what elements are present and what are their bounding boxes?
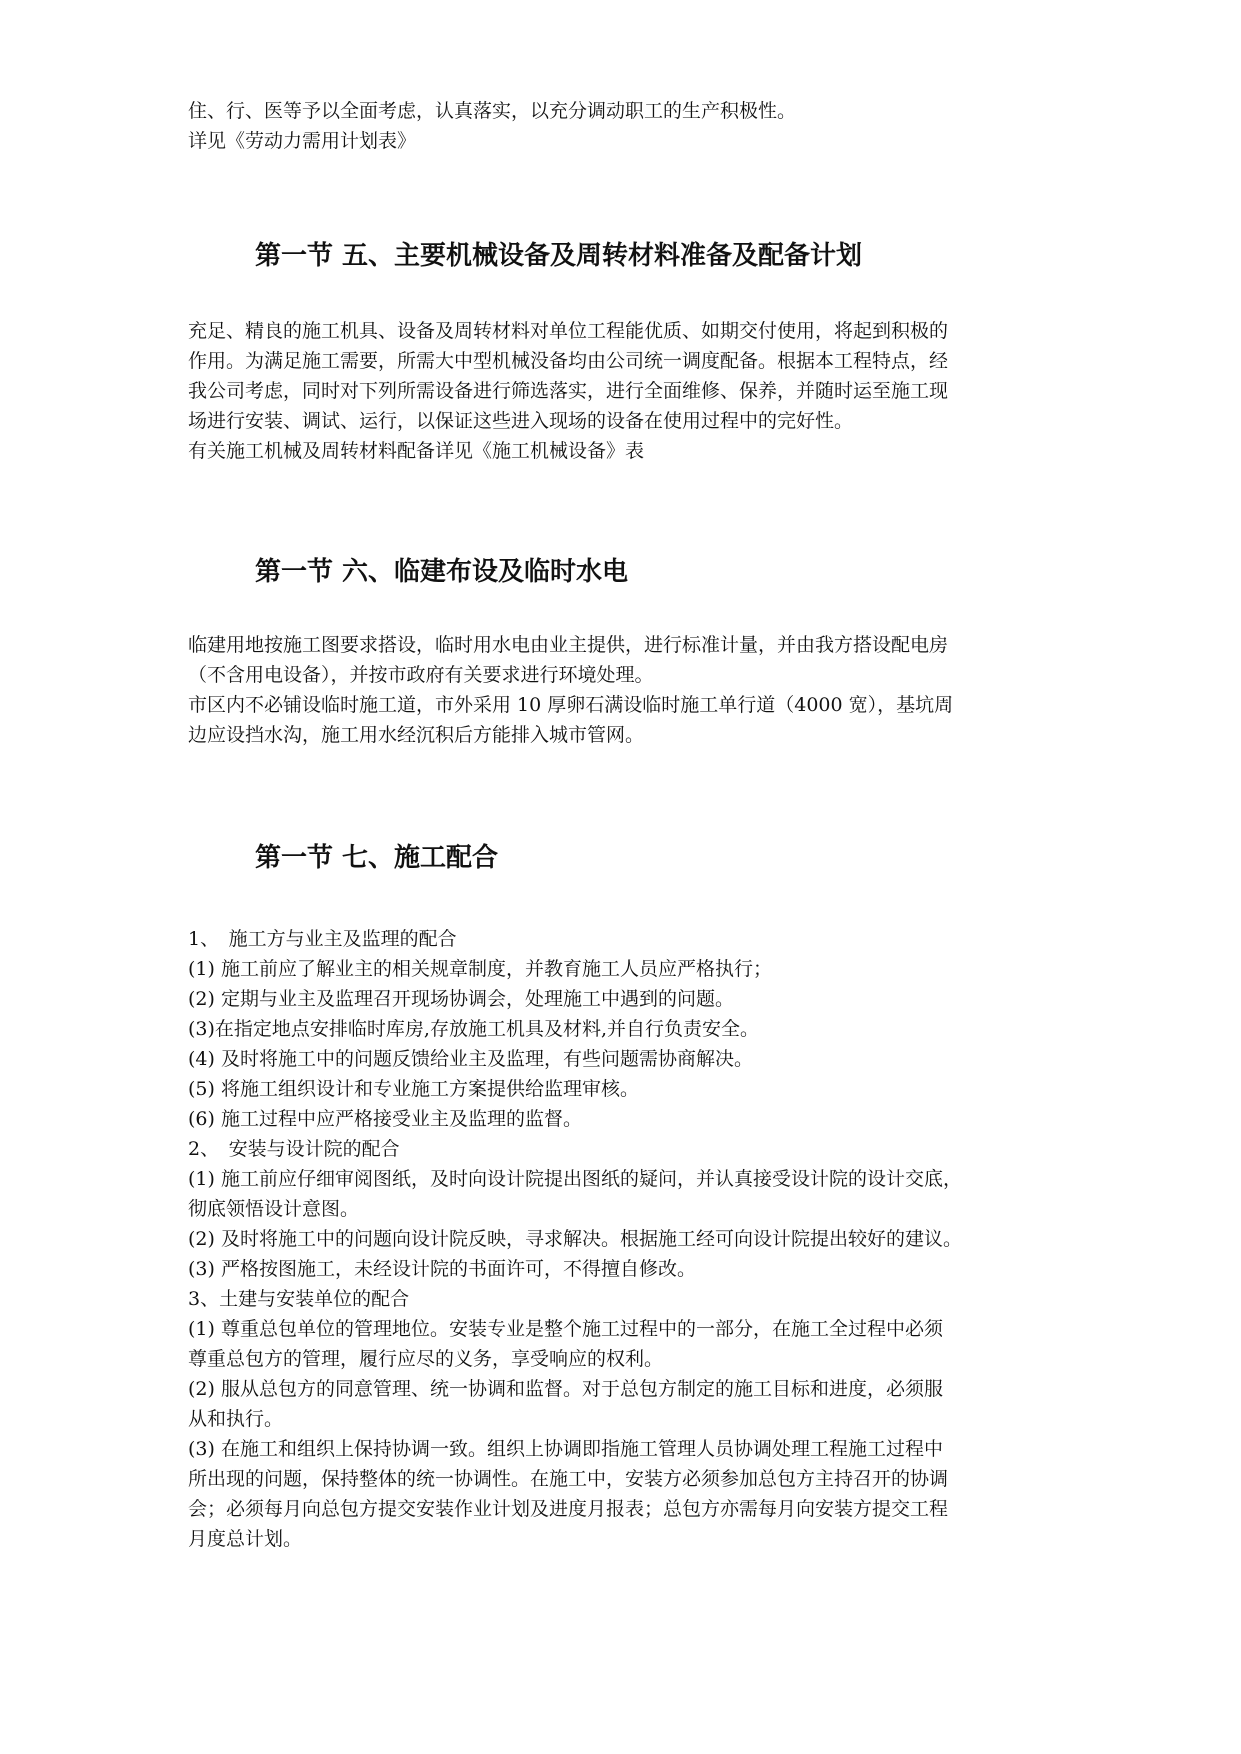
list-item: 3、土建与安装单位的配合 xyxy=(188,1288,410,1310)
list-item: 会；必须每月向总包方提交安装作业计划及进度月报表；总包方亦需每月向安装方提交工程 xyxy=(188,1498,949,1520)
list-item: (2) 服从总包方的同意管理、统一协调和监督。对于总包方制定的施工目标和进度，必须服 xyxy=(188,1378,943,1400)
text-line: 住、行、医等予以全面考虑，认真落实，以充分调动职工的生产积极性。 xyxy=(188,100,797,122)
text-line: 作用。为满足施工需要，所需大中型机械没备均由公司统一调度配备。根据本工程特点，经 xyxy=(188,350,949,372)
text-line: 我公司考虑，同时对下列所需设备进行筛选落实，进行全面维修、保养，并随时运至施工现 xyxy=(188,380,949,402)
list-item: (3)在指定地点安排临时库房,存放施工机具及材料,并自行负责安全。 xyxy=(188,1018,759,1040)
list-item: (2) 及时将施工中的问题向设计院反映，寻求解决。根据施工经可向设计院提出较好的建议。 xyxy=(188,1228,962,1250)
text-line: 有关施工机械及周转材料配备详见《施工机械设备》表 xyxy=(188,440,645,462)
section-5-heading: 第一节 五、主要机械设备及周转材料准备及配备计划 xyxy=(255,241,863,271)
section-7-heading: 第一节 七、施工配合 xyxy=(255,843,499,873)
list-item: (4) 及时将施工中的问题反馈给业主及监理，有些问题需协商解决。 xyxy=(188,1048,753,1070)
text-line: 临建用地按施工图要求搭设，临时用水电由业主提供，进行标准计量，并由我方搭设配电房 xyxy=(188,634,949,656)
section-5-paragraph xyxy=(188,316,1058,466)
list-item: 彻底领悟设计意图。 xyxy=(188,1198,360,1220)
section-6-heading: 第一节 六、临建布设及临时水电 xyxy=(255,557,629,587)
list-item: 2、 安装与设计院的配合 xyxy=(188,1138,400,1160)
list-item: 尊重总包方的管理，履行应尽的义务，享受响应的权利。 xyxy=(188,1348,664,1370)
intro-paragraph xyxy=(188,96,1058,156)
list-item: (5) 将施工组织设计和专业施工方案提供给监理审核。 xyxy=(188,1078,639,1100)
list-item: (1) 施工前应了解业主的相关规章制度，并教育施工人员应严格执行； xyxy=(188,958,772,980)
list-item: 1、 施工方与业主及监理的配合 xyxy=(188,928,457,950)
text-line: （不含用电设备），并按市政府有关要求进行环境处理。 xyxy=(188,664,654,686)
list-item: (3) 在施工和组织上保持协调一致。组织上协调即指施工管理人员协调处理工程施工过程中 xyxy=(188,1438,943,1460)
list-item: (2) 定期与业主及监理召开现场协调会，处理施工中遇到的问题。 xyxy=(188,988,734,1010)
text-line: 市区内不必铺设临时施工道，市外采用 10 厚卵石满设临时施工单行道（4000 宽），基坑周 xyxy=(188,694,954,716)
list-item: (3) 严格按图施工，未经设计院的书面许可，不得擅自修改。 xyxy=(188,1258,696,1280)
text-line: 场进行安装、调试、运行，以保证这些进入现场的设备在使用过程中的完好性。 xyxy=(188,410,854,432)
list-item: 所出现的问题，保持整体的统一协调性。在施工中，安装方必须参加总包方主持召开的协调 xyxy=(188,1468,949,1490)
text-line: 边应设挡水沟，施工用水经沉积后方能排入城市管网。 xyxy=(188,724,645,746)
section-7-list xyxy=(188,924,1068,1554)
list-item: (6) 施工过程中应严格接受业主及监理的监督。 xyxy=(188,1108,582,1130)
text-line: 详见《劳动力需用计划表》 xyxy=(188,130,417,152)
list-item: 从和执行。 xyxy=(188,1408,284,1430)
text-line: 充足、精良的施工机具、设备及周转材料对单位工程能优质、如期交付使用，将起到积极的 xyxy=(188,320,949,342)
list-item: (1) 尊重总包单位的管理地位。安装专业是整个施工过程中的一部分，在施工全过程中必须 xyxy=(188,1318,943,1340)
list-item: (1) 施工前应仔细审阅图纸，及时向设计院提出图纸的疑问，并认真接受设计院的设计交底， xyxy=(188,1168,962,1190)
list-item: 月度总计划。 xyxy=(188,1528,303,1550)
section-6-paragraph xyxy=(188,630,1058,750)
